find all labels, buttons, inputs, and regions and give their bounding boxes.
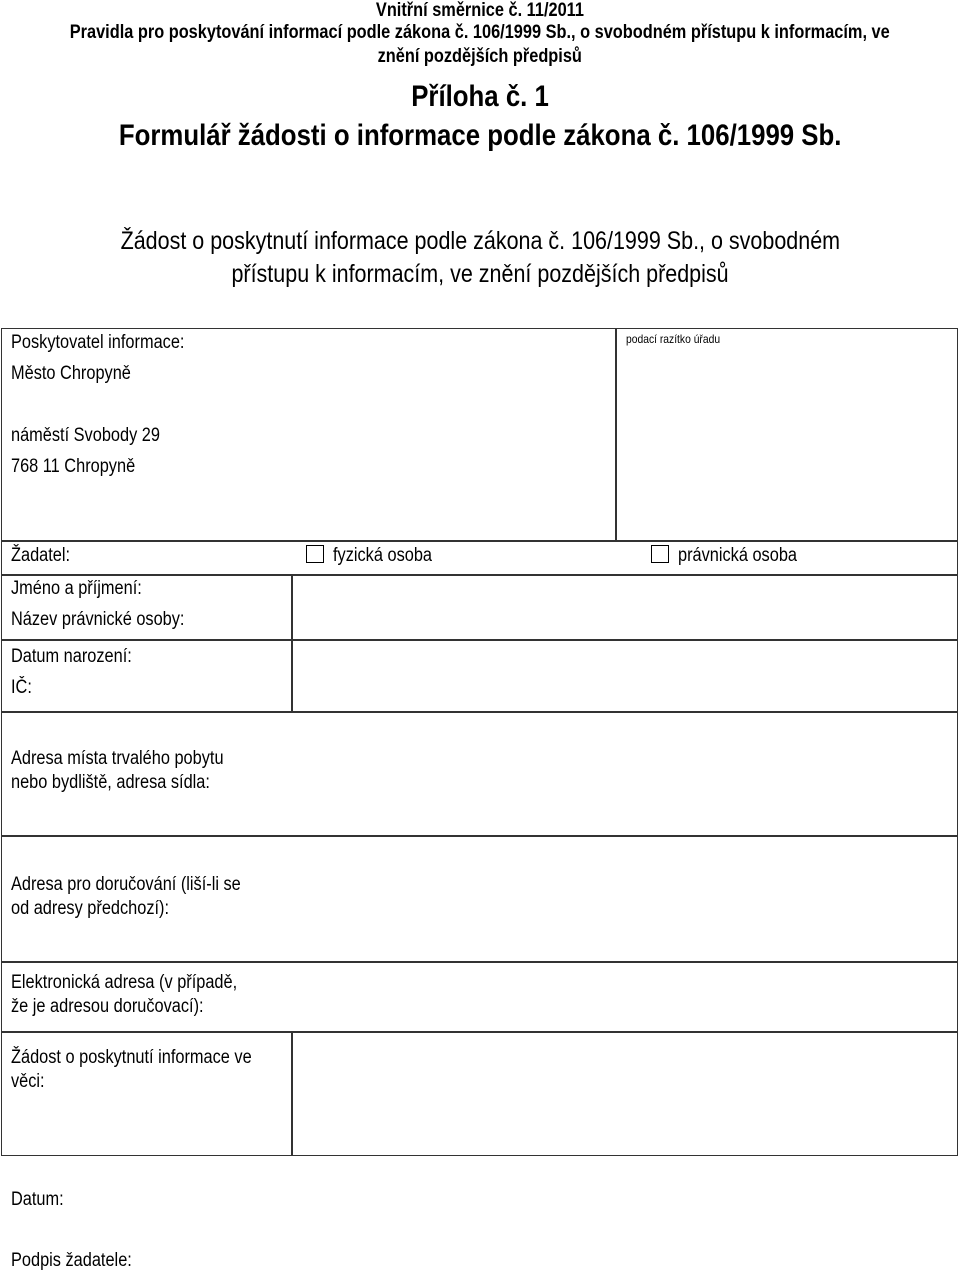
stamp-label: podací razítko úřadu: [626, 332, 721, 346]
date-label: Datum:: [11, 1189, 64, 1210]
birth-date-field[interactable]: [292, 640, 958, 711]
provider-label: Poskytovatel informace:: [11, 332, 185, 353]
annex-heading: Příloha č. 1: [411, 80, 549, 113]
form-heading: Formulář žádosti o informace podle zákona č. 106/1999 Sb.: [118, 119, 842, 152]
electronic-label-line2: že je adresou doručovací):: [11, 996, 204, 1017]
stamp-divider: [615, 328, 617, 541]
delivery-label-line2: od adresy předchozí):: [11, 898, 170, 919]
applicant-label: Žadatel:: [11, 545, 71, 566]
request-title-line2: přístupu k informacím, ve znění pozdějších předpisů: [231, 260, 729, 288]
natural-person-checkbox[interactable]: [306, 545, 324, 563]
provider-city: 768 11 Chropyně: [11, 456, 136, 477]
provider-name: Město Chropyně: [11, 363, 131, 384]
electronic-label-line1: Elektronická adresa (v případě,: [11, 972, 238, 993]
electronic-address-field[interactable]: [292, 963, 958, 1031]
request-label-line1: Žádost o poskytnutí informace ve: [11, 1047, 252, 1068]
name-label: Jméno a příjmení:: [11, 578, 142, 599]
address-label-line1: Adresa místa trvalého pobytu: [11, 748, 224, 769]
directive-subtitle-line2: znění pozdějších předpisů: [377, 46, 583, 67]
provider-street: náměstí Svobody 29: [11, 425, 160, 446]
legal-person-checkbox[interactable]: [651, 545, 669, 563]
request-subject-field[interactable]: [292, 1033, 958, 1155]
request-title-line1: Žádost o poskytnutí informace podle zákona č. 106/1999 Sb., o svobodném: [120, 227, 840, 255]
ic-label: IČ:: [11, 677, 32, 698]
directive-title: Vnitřní směrnice č. 11/2011: [375, 0, 585, 21]
provider-bottom-rule: [1, 540, 958, 542]
request-label-line2: věci:: [11, 1071, 45, 1092]
name-field[interactable]: [292, 575, 958, 639]
legal-person-label: právnická osoba: [678, 545, 798, 566]
address-field[interactable]: [292, 713, 958, 835]
delivery-address-field[interactable]: [292, 837, 958, 961]
signature-label: Podpis žadatele:: [11, 1250, 132, 1271]
address-label-line2: nebo bydliště, adresa sídla:: [11, 772, 210, 793]
delivery-label-line1: Adresa pro doručování (liší-li se: [11, 874, 241, 895]
company-name-label: Název právnické osoby:: [11, 609, 185, 630]
birth-date-label: Datum narození:: [11, 646, 132, 667]
natural-person-label: fyzická osoba: [333, 545, 433, 566]
directive-subtitle-line1: Pravidla pro poskytování informací podle zákona č. 106/1999 Sb., o svobodném přístupu k informacím, ve: [70, 22, 890, 43]
